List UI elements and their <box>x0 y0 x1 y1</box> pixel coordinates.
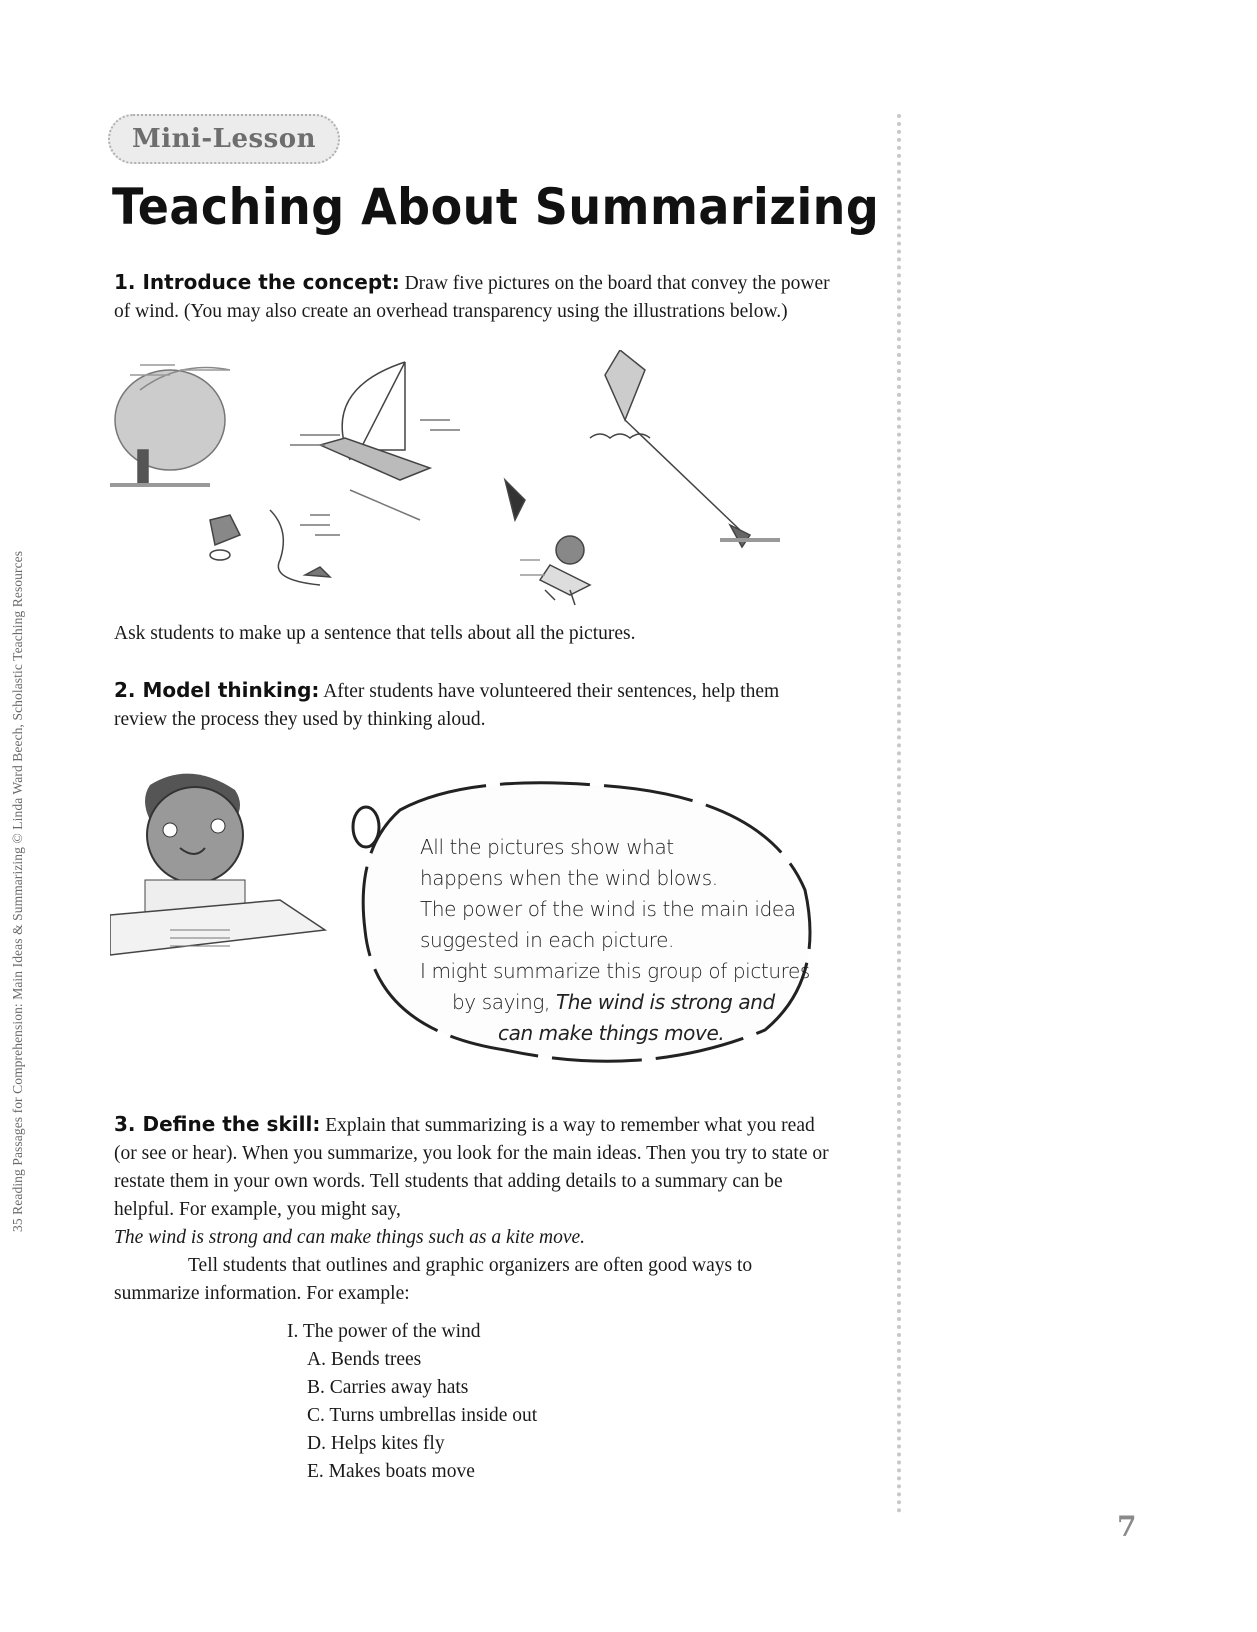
outline-item: E. Makes boats move <box>307 1461 475 1482</box>
thought-line: suggested in each picture. <box>420 928 675 952</box>
outline-example <box>287 1318 537 1486</box>
outline-item: B. Carries away hats <box>307 1377 469 1398</box>
mini-lesson-badge <box>108 114 340 164</box>
page-number: 7 <box>1117 1510 1137 1543</box>
outline-item: A. Bends trees <box>307 1349 422 1370</box>
thought-line: I might summarize this group of pictures <box>420 959 810 983</box>
thought-line: happens when the wind blows. <box>420 866 718 890</box>
step2-label: 2. Model thinking: <box>114 678 320 702</box>
step3-example: The wind is strong and can make things such as a kite move. <box>114 1227 586 1248</box>
hat-illustration <box>210 510 340 585</box>
after-illustrations-text: Ask students to make up a sentence that tells about all the pictures. <box>114 623 636 644</box>
thought-line: can make things move. <box>498 1021 725 1045</box>
tree-illustration <box>110 365 230 485</box>
thought-line <box>420 987 820 1018</box>
badge-label: Mini-Lesson <box>131 124 317 154</box>
step3-followup: Tell students that outlines and graphic organizers are often good ways to summarize information. For example: <box>114 1255 753 1304</box>
step3-text: Explain that summarizing is a way to remember what you read (or see or hear). When you summarize, you look for the main ideas. Then you try to state or restate them in your own words. Tell students that adding details to a summary can be helpful. For example, you might say, <box>114 1115 829 1220</box>
step2-paragraph <box>114 676 834 734</box>
sailboat-illustration <box>290 362 460 520</box>
outline-item: D. Helps kites fly <box>307 1433 445 1454</box>
step2-text: After students have volunteered their sentences, help them review the process they used by thinking aloud. <box>114 681 780 730</box>
thought-prefix: by saying, <box>452 990 556 1014</box>
outline-heading: I. The power of the wind <box>287 1321 481 1342</box>
thought-line: The power of the wind is the main idea <box>420 897 796 921</box>
boy-thinking-illustration <box>110 760 340 960</box>
step1-label: 1. Introduce the concept: <box>114 270 400 294</box>
wind-illustrations <box>100 350 830 610</box>
umbrella-illustration <box>505 480 590 605</box>
step3-paragraph <box>114 1110 834 1308</box>
thought-italic: The wind is strong and <box>555 990 775 1014</box>
step3-label: 3. Define the skill: <box>114 1112 321 1136</box>
outline-item: C. Turns umbrellas inside out <box>307 1405 538 1426</box>
thought-line: All the pictures show what <box>420 835 674 859</box>
thought-bubble-text <box>420 832 820 1049</box>
step1-text: Draw five pictures on the board that convey the power of wind. (You may also create an overhead transparency using the illustrations below.) <box>114 273 830 322</box>
kite-illustration <box>590 350 780 547</box>
page-title: Teaching About Summarizing <box>112 178 880 236</box>
side-credit: 35 Reading Passages for Comprehension: Main Ideas & Summarizing © Linda Ward Beech, Scholastic Teaching Resources <box>10 550 25 1232</box>
dotted-divider <box>897 114 901 1514</box>
step1-paragraph <box>114 268 834 326</box>
